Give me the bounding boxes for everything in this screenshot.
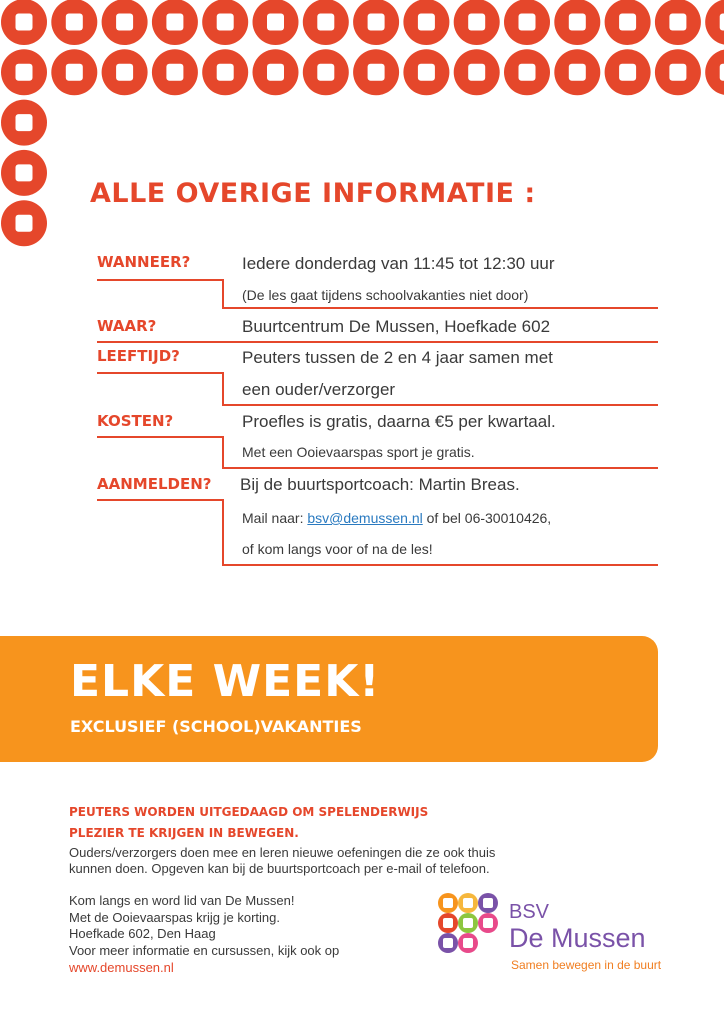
- divider: [97, 372, 223, 374]
- contact-line1: Kom langs en word lid van De Mussen!: [69, 893, 295, 908]
- label-aanmelden: AANMELDEN?: [97, 475, 212, 493]
- pattern-circle: [454, 49, 500, 95]
- pattern-circle: [605, 0, 651, 45]
- decorative-circle-pattern: [0, 0, 724, 260]
- pattern-circle: [102, 49, 148, 95]
- divider: [222, 372, 224, 405]
- value-wanneer-time: Iedere donderdag van 11:45 tot 12:30 uur: [242, 254, 555, 273]
- label-kosten: KOSTEN?: [97, 412, 174, 430]
- pattern-circle: [655, 49, 701, 95]
- banner-subtitle: EXCLUSIEF (SCHOOL)VAKANTIES: [70, 717, 362, 736]
- contact-line2: Met de Ooievaarspas krijg je korting.: [69, 910, 280, 925]
- pattern-circle: [554, 49, 600, 95]
- pattern-circle: [102, 0, 148, 45]
- pattern-circle: [705, 49, 724, 95]
- value-wanneer-note: (De les gaat tijdens schoolvakanties niet door): [242, 287, 529, 303]
- divider: [222, 307, 658, 309]
- pattern-circle: [152, 0, 198, 45]
- pattern-circle: [51, 49, 97, 95]
- divider: [222, 564, 658, 566]
- contact-address: Hoefkade 602, Den Haag: [69, 926, 216, 941]
- pattern-circle: [605, 49, 651, 95]
- pattern-circle: [253, 0, 299, 45]
- label-wanneer: WANNEER?: [97, 253, 191, 271]
- pattern-circle: [303, 49, 349, 95]
- divider: [97, 341, 658, 343]
- pattern-circle: [1, 49, 47, 95]
- pattern-circle: [253, 49, 299, 95]
- value-leeftijd-line1: Peuters tussen de 2 en 4 jaar samen met: [242, 348, 553, 367]
- divider: [222, 499, 224, 566]
- value-leeftijd-line2: een ouder/verzorger: [242, 380, 396, 399]
- divider: [97, 499, 223, 501]
- logo-tagline: Samen bewegen in de buurt: [511, 958, 662, 972]
- description-line2: kunnen doen. Opgeven kan bij de buurtsportcoach per e-mail of telefoon.: [69, 861, 490, 876]
- pattern-circle: [504, 0, 550, 45]
- info-heading: ALLE OVERIGE INFORMATIE :: [90, 178, 536, 209]
- pattern-circle: [655, 0, 701, 45]
- banner-title: ELKE WEEK!: [70, 656, 381, 707]
- pattern-circle: [353, 0, 399, 45]
- pattern-circle: [403, 49, 449, 95]
- pattern-circle: [705, 0, 724, 45]
- pattern-circle: [202, 0, 248, 45]
- label-leeftijd: LEEFTIJD?: [97, 347, 180, 365]
- tagline-line1: PEUTERS WORDEN UITGEDAAGD OM SPELENDERWIJS: [69, 805, 429, 819]
- contact-line4: Voor meer informatie en cursussen, kijk ook op: [69, 943, 340, 958]
- pattern-circle: [51, 0, 97, 45]
- tagline-line2: PLEZIER TE KRIJGEN IN BEWEGEN.: [69, 826, 299, 840]
- website-link[interactable]: www.demussen.nl: [69, 960, 174, 975]
- pattern-circle: [504, 49, 550, 95]
- pattern-circle: [353, 49, 399, 95]
- pattern-circle: [403, 0, 449, 45]
- logo-name: De Mussen: [509, 923, 646, 953]
- label-waar: WAAR?: [97, 317, 157, 335]
- pattern-circle: [1, 100, 47, 146]
- email-link[interactable]: bsv@demussen.nl: [307, 510, 423, 526]
- pattern-circle: [554, 0, 600, 45]
- logo-prefix: BSV: [509, 901, 550, 923]
- pattern-circle: [1, 200, 47, 246]
- value-kosten-note: Met een Ooievaarspas sport je gratis.: [242, 444, 475, 460]
- divider: [97, 436, 223, 438]
- pattern-circle: [1, 150, 47, 196]
- description-line1: Ouders/verzorgers doen mee en leren nieuwe oefeningen die ze ook thuis: [69, 845, 496, 860]
- pattern-circle: [454, 0, 500, 45]
- divider: [222, 436, 224, 468]
- divider: [222, 279, 224, 308]
- value-aanmelden-coach: Bij de buurtsportcoach: Martin Breas.: [240, 475, 520, 494]
- divider: [222, 404, 658, 406]
- pattern-circle: [152, 49, 198, 95]
- pattern-circle: [303, 0, 349, 45]
- value-kosten-price: Proefles is gratis, daarna €5 per kwartaal.: [242, 412, 556, 431]
- value-aanmelden-visit: of kom langs voor of na de les!: [242, 541, 433, 557]
- value-aanmelden-mail: [242, 510, 551, 526]
- mail-prefix: Mail naar:: [242, 510, 308, 526]
- divider: [97, 279, 223, 281]
- pattern-circle: [1, 0, 47, 45]
- pattern-circle: [202, 49, 248, 95]
- divider: [222, 467, 658, 469]
- mail-suffix: of bel 06-30010426,: [422, 510, 552, 526]
- bsv-logo-icon: [436, 892, 500, 954]
- value-waar: Buurtcentrum De Mussen, Hoefkade 602: [242, 317, 551, 336]
